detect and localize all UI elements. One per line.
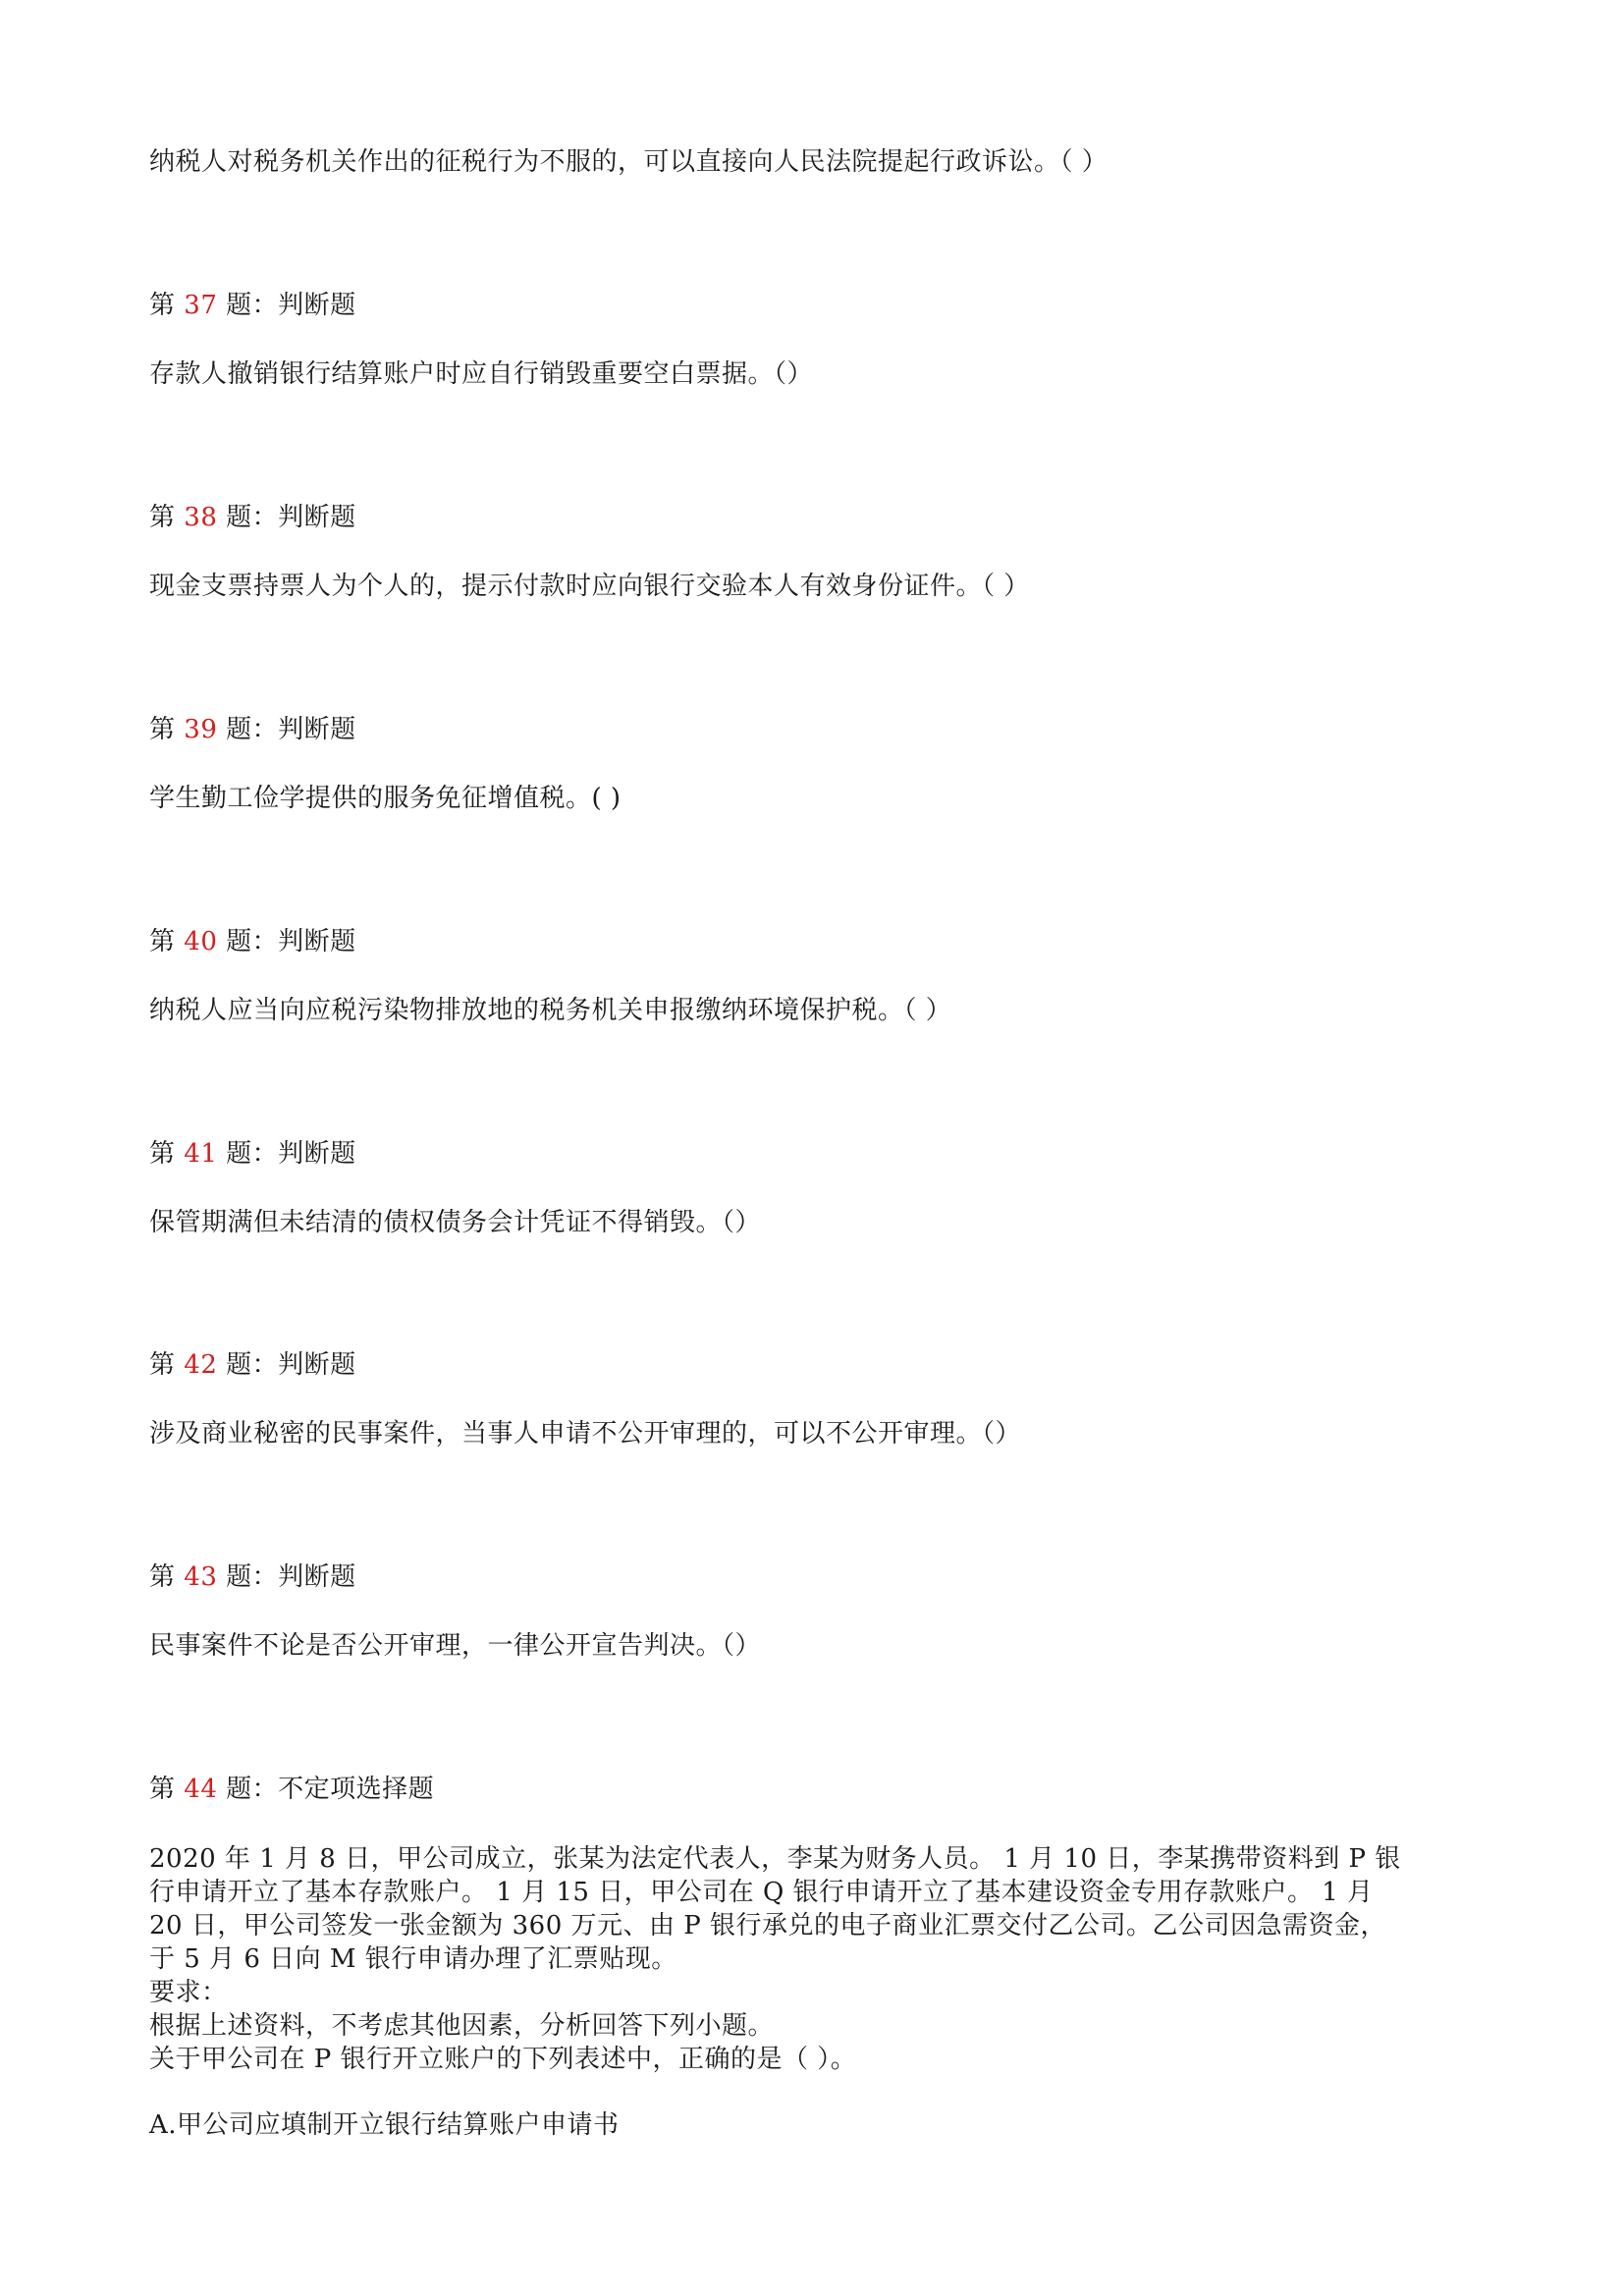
question-type: 题：判断题 — [226, 291, 356, 320]
question-text-40: 纳税人应当向应税污染物排放地的税务机关申报缴纳环境保护税。（ ） — [149, 996, 952, 1025]
question-prefix: 第 — [149, 291, 176, 320]
question-number: 40 — [184, 927, 218, 957]
question-heading-43 — [149, 1560, 356, 1594]
question-heading-41 — [149, 1137, 356, 1171]
question-type: 题：判断题 — [226, 503, 356, 532]
question-number: 43 — [184, 1562, 218, 1592]
paragraph-line: 2020 年 1 月 8 日，甲公司成立，张某为法定代表人，李某为财务人员。 1 月 10 日，李某携带资料到 P 银 — [149, 1844, 1401, 1874]
question-prefix: 第 — [149, 1775, 176, 1804]
question-44-body — [149, 1842, 1475, 2076]
question-heading-42 — [149, 1348, 356, 1382]
question-prefix: 第 — [149, 1350, 176, 1380]
question-number: 42 — [184, 1350, 218, 1380]
question-prefix: 第 — [149, 927, 176, 957]
question-prefix: 第 — [149, 1139, 176, 1169]
paragraph-line: 于 5 月 6 日向 M 银行申请办理了汇票贴现。 — [149, 1944, 677, 1974]
question-text-37: 存款人撤销银行结算账户时应自行销毁重要空白票据。（） — [149, 359, 814, 389]
question-prefix: 第 — [149, 503, 176, 532]
question-type: 题：不定项选择题 — [226, 1775, 435, 1804]
paragraph-line: 20 日，甲公司签发一张金额为 360 万元、由 P 银行承兑的电子商业汇票交付乙公司。乙公司因急需资金， — [149, 1911, 1387, 1941]
question-heading-44 — [149, 1773, 434, 1806]
paragraph-line: 关于甲公司在 P 银行开立账户的下列表述中，正确的是（ ）。 — [149, 2045, 857, 2074]
question-text-43: 民事案件不论是否公开审理，一律公开宣告判决。（） — [149, 1631, 762, 1661]
question-type: 题：判断题 — [226, 715, 356, 744]
question-prefix: 第 — [149, 1562, 176, 1592]
paragraph-line: 根据上述资料，不考虑其他因素，分析回答下列小题。 — [149, 2011, 775, 2041]
question-text-42: 涉及商业秘密的民事案件，当事人申请不公开审理的，可以不公开审理。（） — [149, 1419, 1022, 1449]
question-heading-37 — [149, 289, 356, 322]
question-heading-40 — [149, 925, 356, 958]
question-prefix: 第 — [149, 715, 176, 744]
question-number: 37 — [184, 291, 218, 320]
question-text-38: 现金支票持票人为个人的，提示付款时应向银行交验本人有效身份证件。（ ） — [149, 572, 1030, 601]
question-number: 39 — [184, 715, 218, 744]
question-text-41: 保管期满但未结清的债权债务会计凭证不得销毁。（） — [149, 1208, 762, 1237]
option-a: A.甲公司应填制开立银行结算账户申请书 — [149, 2110, 620, 2140]
paragraph-line: 行申请开立了基本存款账户。 1 月 15 日，甲公司在 Q 银行申请开立了基本建设资金专用存款账户。 1 月 — [149, 1878, 1374, 1907]
question-number: 41 — [184, 1139, 218, 1169]
question-text-39: 学生勤工俭学提供的服务免征增值税。( ) — [149, 784, 622, 813]
question-number: 44 — [184, 1775, 218, 1804]
question-type: 题：判断题 — [226, 1139, 356, 1169]
paragraph-line: 要求： — [149, 1978, 228, 2007]
intro-statement: 纳税人对税务机关作出的征税行为不服的，可以直接向人民法院提起行政诉讼。（ ） — [149, 147, 1109, 177]
question-type: 题：判断题 — [226, 1562, 356, 1592]
question-type: 题：判断题 — [226, 1350, 356, 1380]
question-type: 题：判断题 — [226, 927, 356, 957]
question-heading-38 — [149, 501, 356, 534]
question-number: 38 — [184, 503, 218, 532]
question-heading-39 — [149, 713, 356, 746]
